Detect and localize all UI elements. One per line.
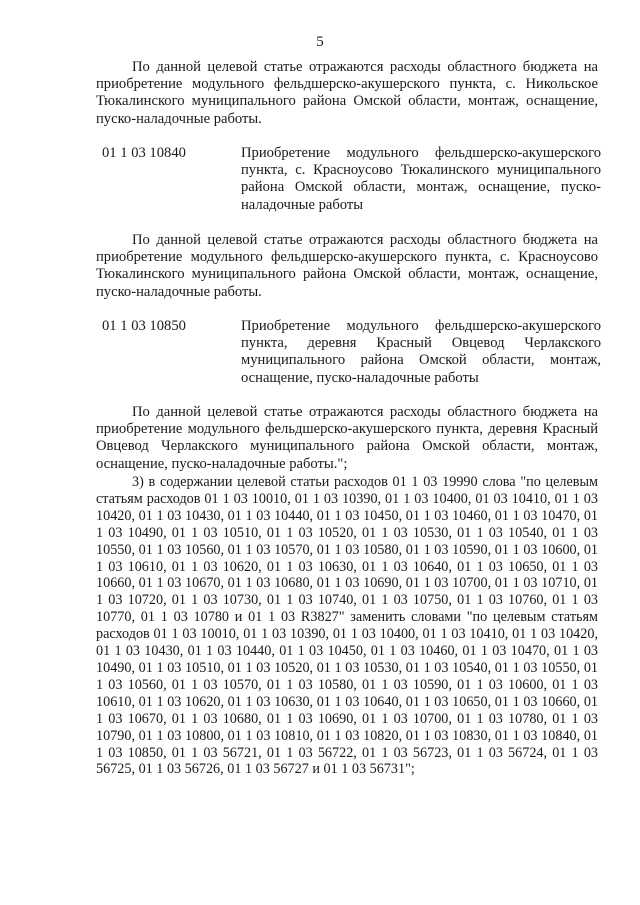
paragraph-description-10850: По данной целевой статье отражаются расходы областного бюджета на приобретение модульного фельдшерско-акушерского пункта, деревня Красный Овцевод Черлакского муниципального района Омской области, монтаж, оснащение, пуско-наладочные работы.";	[96, 404, 598, 472]
paragraph-amendment-19990: 3) в содержании целевой статьи расходов 01 1 03 19990 слова "по целевым статьям расходов 01 1 03 10010, 01 1 03 10390, 01 1 03 10400, 01 03 10410, 01 1 03 10420, 01 1 03 10430, 01 1 03 10440, 01 1 03 10450, 01 1 03 10460, 01 1 03 10470, 01 1 03 10490, 01 1 03 10510, 01 1 03 10520, 01 1 03 10530, 01 1 03 10540, 01 1 03 10550, 01 1 03 10560, 01 1 03 10570, 01 1 03 10580, 01 1 03 10590, 01 1 03 10600, 01 1 03 10610, 01 1 03 10620, 01 1 03 10630, 01 1 03 10640, 01 1 03 10650, 01 1 03 10660, 01 1 03 10670, 01 1 03 10680, 01 1 03 10690, 01 1 03 10700, 01 1 03 10710, 01 1 03 10720, 01 1 03 10730, 01 1 03 10740, 01 1 03 10750, 01 1 03 10760, 01 1 03 10770, 01 1 03 10780 и 01 1 03 R3827" заменить словами "по целевым статьям расходов 01 1 03 10010, 01 1 03 10390, 01 1 03 10400, 01 1 03 10410, 01 1 03 10420, 01 1 03 10430, 01 1 03 10440, 01 1 03 10450, 01 1 03 10460, 01 1 03 10470, 01 1 03 10490, 01 1 03 10510, 01 1 03 10520, 01 1 03 10530, 01 1 03 10540, 01 1 03 10550, 01 1 03 10560, 01 1 03 10570, 01 1 03 10580, 01 1 03 10590, 01 1 03 10600, 01 1 03 10610, 01 1 03 10620, 01 1 03 10630, 01 1 03 10640, 01 1 03 10650, 01 1 03 10660, 01 1 03 10670, 01 1 03 10680, 01 1 03 10690, 01 1 03 10700, 01 1 03 10780, 01 1 03 10790, 01 1 03 10800, 01 1 03 10810, 01 1 03 10820, 01 1 03 10830, 01 1 03 10840, 01 1 03 10850, 01 1 03 56721, 01 1 03 56722, 01 1 03 56723, 01 1 03 56724, 01 1 03 56725, 01 1 03 56726, 01 1 03 56727 и 01 1 03 56731";	[96, 474, 598, 778]
entry-code: 01 1 03 10840	[102, 145, 186, 161]
entry-title: Приобретение модульного фельдшерско-акушерского пункта, с. Красноусово Тюкалинского муниципального района Омской области, монтаж, оснащение, пуско-наладочные работы	[241, 145, 601, 213]
paragraph-description-10830: По данной целевой статье отражаются расходы областного бюджета на приобретение модульного фельдшерско-акушерского пункта, с. Никольское Тюкалинского муниципального района Омской области, монтаж, оснащение, пуско-наладочные работы.	[96, 59, 598, 127]
page-number: 5	[316, 34, 324, 50]
entry-title: Приобретение модульного фельдшерско-акушерского пункта, деревня Красный Овцевод Черлакского муниципального района Омской области, монтаж, оснащение, пуско-наладочные работы	[241, 318, 601, 386]
paragraph-description-10840: По данной целевой статье отражаются расходы областного бюджета на приобретение модульного фельдшерско-акушерского пункта, с. Красноусово Тюкалинского муниципального района Омской области, монтаж, оснащение, пуско-наладочные работы.	[96, 232, 598, 300]
entry-code: 01 1 03 10850	[102, 318, 186, 334]
